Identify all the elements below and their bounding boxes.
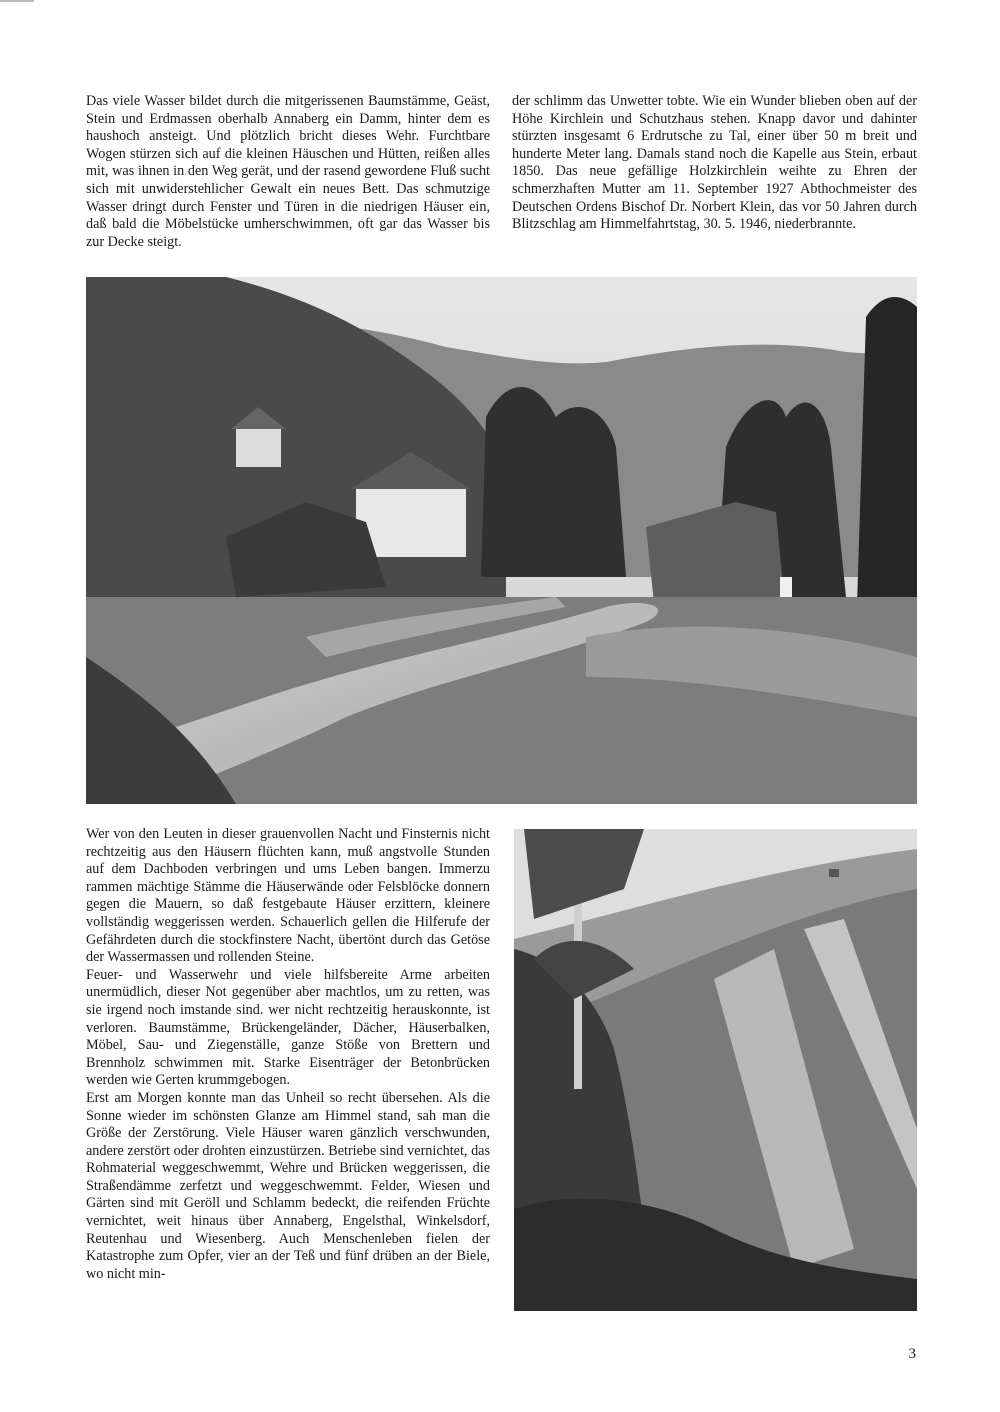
text-column-bottom-left: [86, 826, 490, 1283]
flood-river-photo-drawing: [86, 277, 917, 804]
landslide-slope-photo: [514, 829, 917, 1311]
landslide-slope-photo-drawing: [514, 829, 917, 1311]
flood-river-photo: [86, 277, 917, 804]
scan-edge-mark: [0, 0, 34, 2]
paragraph: Erst am Morgen konnte man das Unheil so recht übersehen. Als die Sonne wieder im schönsten Glanze am Himmel stand, sah man die Größe der Zerstörung. Viele Häuser waren gänzlich verschwunden, andere zerstört oder drohten einzustürzen. Betriebe sind vernichtet, das Rohmaterial weggeschwemmt, Wehre und Brücken weggerissen, die Straßendämme zerfetzt und weggeschwemmt. Felder, Wiesen und Gärten sind mit Geröll und Schlamm bedeckt, die reifenden Früchte vernichtet, weit hinaus über Annaberg, Engelsthal, Winkelsdorf, Reutenhau und Wiesenberg. Auch Menschenleben fielen der Katastrophe zum Opfer, vier an der Teß und fünf drüben an der Biele, wo nicht min-: [86, 1089, 490, 1282]
page-number: 3: [908, 1346, 916, 1362]
paragraph: Feuer- und Wasserwehr und viele hilfsbereite Arme arbeiten unermüdlich, dieser Not gegenüber aber machtlos, um zu retten, was sie irgend noch imstande sind. wer nicht rechtzeitig herauskonnte, ist verloren. Baumstämme, Brückengeländer, Dächer, Häuserbalken, Möbel, Sau- und Ziegenställe, ganze Stöße von Brettern und Brennholz schwimmen mit. Starke Eisenträger der Betonbrücken werden wie Gerten krummgebogen.: [86, 966, 490, 1089]
text-column-top-left: [86, 93, 490, 251]
text-column-top-right: [512, 93, 917, 234]
paragraph: Das viele Wasser bildet durch die mitgerissenen Baumstämme, Geäst, Stein und Erdmassen oberhalb Annaberg ein Damm, hinter dem es haushoch ansteigt. Und plötzlich bricht dieses Wehr. Furchtbare Wogen stürzen sich auf die kleinen Häuschen und Hütten, reißen alles mit, was ihnen in den Weg gerät, und der rasend gewordene Fluß sucht sich mit unwiderstehlicher Gewalt ein neues Bett. Das schmutzige Wasser dringt durch Fenster und Türen in die niedrigen Häuser ein, daß bald die Möbelstücke umherschwimmen, oft gar das Wasser bis zur Decke steigt.: [86, 93, 490, 250]
paragraph: der schlimm das Unwetter tobte. Wie ein Wunder blieben oben auf der Höhe Kirchlein und Schutzhaus stehen. Knapp davor und dahinter stürzten insgesamt 6 Erdrutsche zu Tal, einer über 50 m breit und hunderte Meter lang. Damals stand noch die Kapelle aus Stein, erbaut 1850. Das neue gefällige Holzkirchlein weihte zu Ehren der schmerzhaften Mutter am 11. September 1927 Abthochmeister des Deutschen Ordens Bischof Dr. Norbert Klein, das vor 50 Jahren durch Blitzschlag am Himmelfahrtstag, 30. 5. 1946, niederbrannte.: [512, 93, 917, 233]
paragraph: Wer von den Leuten in dieser grauenvollen Nacht und Finsternis nicht rechtzeitig aus den Häusern flüchten kann, muß angstvolle Stunden auf dem Dachboden verbringen und ums Leben bangen. Immerzu rammen mächtige Stämme die Häuserwände oder Felsblöcke donnern gegen die Mauern, so daß festgebaute Häuser erzittern, kleinere vollständig weggerissen werden. Schauerlich gellen die Hilferufe der Gefährdeten durch die stockfinstere Nacht, übertönt durch das Getöse der Wassermassen und rollenden Steine.: [86, 826, 490, 966]
